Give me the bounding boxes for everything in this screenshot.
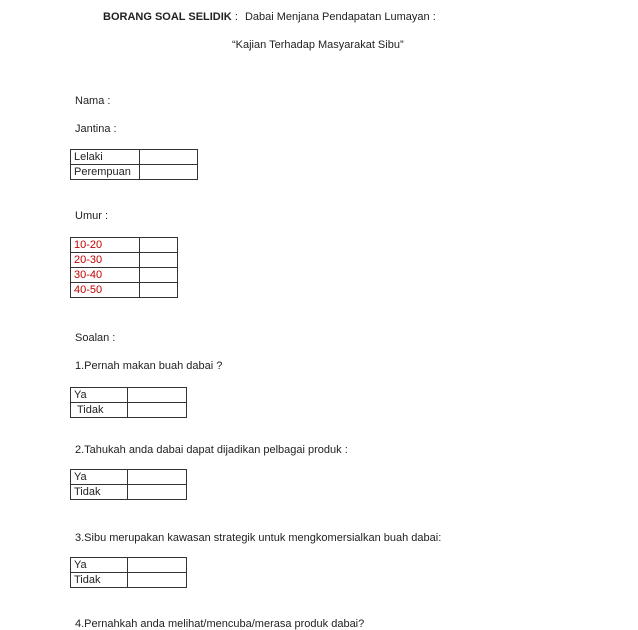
option-label: 40-50	[71, 283, 140, 298]
table-row	[71, 238, 178, 253]
q3-tidak-checkbox[interactable]	[128, 573, 187, 588]
question-3-text: 3.Sibu merupakan kawasan strategik untuk mengkomersialkan buah dabai:	[75, 532, 442, 544]
table-row	[71, 485, 187, 500]
table-row	[71, 253, 178, 268]
table-row	[71, 573, 187, 588]
question-1-text: 1.Pernah makan buah dabai ?	[75, 360, 223, 372]
table-row	[71, 470, 187, 485]
umur-10-20-checkbox[interactable]	[140, 238, 178, 253]
question-2-table	[70, 469, 187, 500]
header-colon: :	[234, 11, 238, 23]
umur-30-40-checkbox[interactable]	[140, 268, 178, 283]
table-row	[71, 165, 198, 180]
umur-20-30-checkbox[interactable]	[140, 253, 178, 268]
option-label: 10-20	[71, 238, 140, 253]
q1-ya-checkbox[interactable]	[128, 388, 187, 403]
umur-40-50-checkbox[interactable]	[140, 283, 178, 298]
q3-ya-checkbox[interactable]	[128, 558, 187, 573]
form-topic: Dabai Menjana Pendapatan Lumayan :	[244, 11, 436, 23]
option-label: 20-30	[71, 253, 140, 268]
perempuan-checkbox[interactable]	[140, 165, 198, 180]
option-label: Perempuan	[71, 165, 140, 180]
nama-label: Nama :	[75, 95, 111, 107]
option-label: Lelaki	[71, 150, 140, 165]
soalan-label: Soalan :	[75, 332, 116, 344]
option-label: Tidak	[71, 485, 128, 500]
q2-ya-checkbox[interactable]	[128, 470, 187, 485]
table-row	[71, 558, 187, 573]
table-row	[71, 150, 198, 165]
table-row	[71, 268, 178, 283]
option-label: Tidak	[71, 573, 128, 588]
option-label: Tidak	[71, 403, 128, 418]
table-row	[71, 403, 187, 418]
question-2-text: 2.Tahukah anda dabai dapat dijadikan pelbagai produk :	[75, 444, 348, 456]
question-3-table	[70, 557, 187, 588]
q2-tidak-checkbox[interactable]	[128, 485, 187, 500]
umur-label: Umur :	[75, 210, 108, 222]
table-row	[71, 388, 187, 403]
form-subtitle: “Kajian Terhadap Masyarakat Sibu”	[232, 39, 404, 51]
option-label: Ya	[71, 470, 128, 485]
form-title: BORANG SOAL SELIDIK	[103, 11, 232, 23]
jantina-table	[70, 149, 198, 180]
option-label: Ya	[71, 558, 128, 573]
form-header	[103, 11, 436, 23]
option-label: Ya	[71, 388, 128, 403]
table-row	[71, 283, 178, 298]
lelaki-checkbox[interactable]	[140, 150, 198, 165]
umur-table	[70, 237, 178, 298]
jantina-label: Jantina :	[75, 123, 117, 135]
q1-tidak-checkbox[interactable]	[128, 403, 187, 418]
option-label: 30-40	[71, 268, 140, 283]
question-4-text: 4.Pernahkah anda melihat/mencuba/merasa produk dabai?	[75, 618, 365, 630]
question-1-table	[70, 387, 187, 418]
